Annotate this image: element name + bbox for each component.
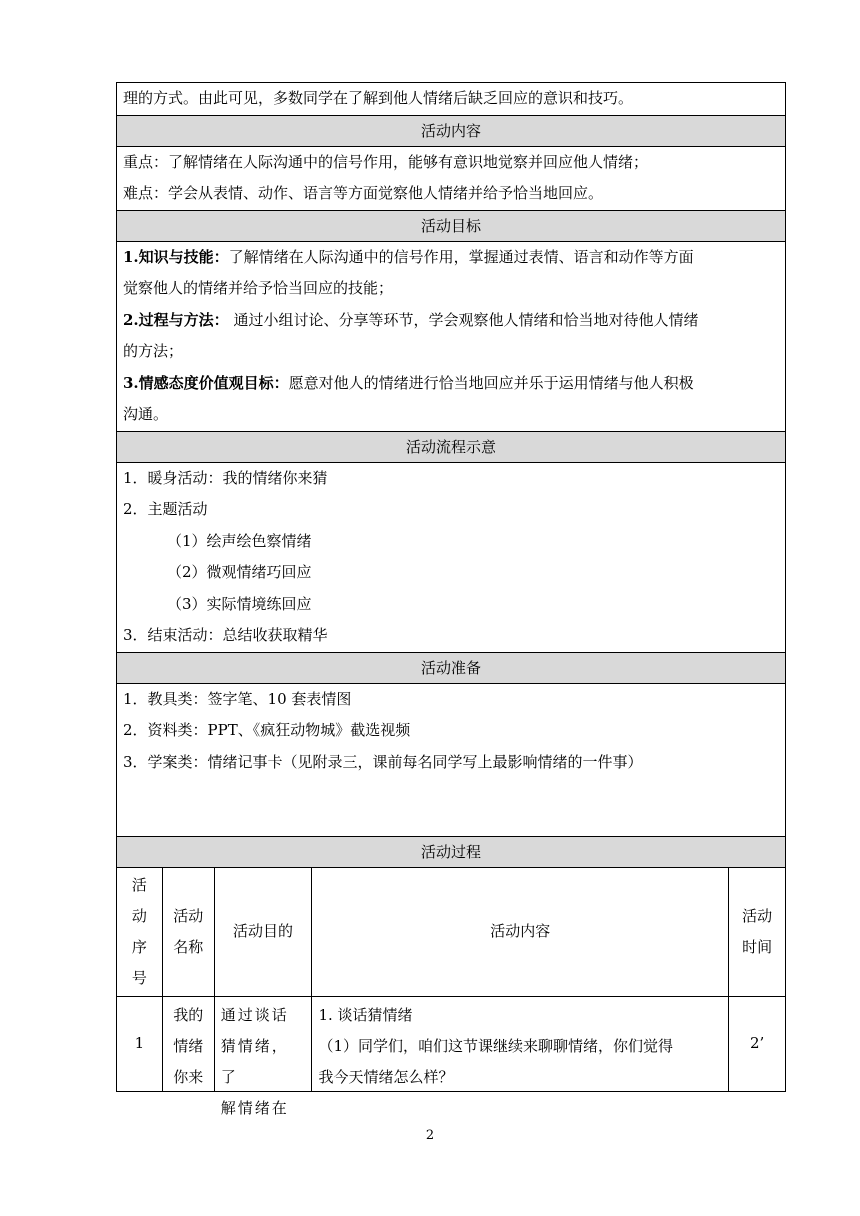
table-row <box>117 997 785 1117</box>
goal2-text-cont: 的方法； <box>123 342 184 360</box>
section-header-flow: 活动流程示意 <box>117 432 785 463</box>
flow-step-1: 1．暖身活动：我的情绪你来猜 <box>123 468 328 487</box>
flow-step-3: 3．结束活动：总结收获取精华 <box>123 626 328 644</box>
section-header-process: 活动过程 <box>117 837 785 868</box>
goals-body <box>117 242 785 432</box>
difficulty-line: 难点：学会从表情、动作、语言等方面觉察他人情绪并给予恰当地回应。 <box>123 184 604 202</box>
col-content-header: 活动内容 <box>490 922 551 940</box>
goal2-label: 2.过程与方法： <box>123 310 229 329</box>
process-table-header <box>117 868 785 997</box>
page-number: 2 <box>425 1128 435 1143</box>
row-content: 1. 谈话猜情绪 （1）同学们，咱们这节课继续来聊聊情绪，你们觉得 我今天情绪怎么样？ <box>312 997 729 1091</box>
flow-substep-1: （1）绘声绘色察情绪 <box>167 531 312 550</box>
goal2-text: 通过小组讨论、分享等环节，学会观察他人情绪和恰当地对待他人情绪 <box>228 310 699 329</box>
col-purpose-header: 活动目的 <box>233 922 294 940</box>
goal3-label: 3.情感态度价值观目标： <box>123 373 289 392</box>
prep-item-1: 1．教具类：签字笔、10 套表情图 <box>123 689 352 708</box>
col-name-header: 活动 名称 <box>173 906 204 956</box>
prep-body <box>117 684 785 837</box>
col-seq-header: 活 动 序 号 <box>131 875 147 987</box>
goal1-text: 了解情绪在人际沟通中的信号作用，掌握通过表情、语言和动作等方面 <box>228 247 694 266</box>
intro-text: 理的方式。由此可见，多数同学在了解到他人情绪后缺乏回应的意识和技巧。 <box>123 89 634 107</box>
section-header-goals: 活动目标 <box>117 211 785 242</box>
flow-body <box>117 463 785 653</box>
row-purpose: 通过谈话 猜情绪，了 解情绪在 <box>215 997 313 1091</box>
row-name: 我的 情绪 你来 <box>163 997 215 1091</box>
goal3-text-cont: 沟通。 <box>123 405 169 423</box>
prep-item-2: 2．资料类：PPT、《疯狂动物城》截选视频 <box>123 721 411 739</box>
col-time-header: 活动 时间 <box>742 906 773 956</box>
row-time: 2’ <box>749 1034 765 1052</box>
flow-step-2: 2．主题活动 <box>123 500 208 518</box>
content-body <box>117 147 785 211</box>
key-point-line: 重点：了解情绪在人际沟通中的信号作用，能够有意识地觉察并回应他人情绪； <box>123 152 649 171</box>
section-header-content: 活动内容 <box>117 116 785 147</box>
goal1-text-cont: 觉察他人的情绪并给予恰当回应的技能； <box>123 279 394 297</box>
intro-row <box>117 83 785 116</box>
lesson-plan-table <box>116 82 786 1117</box>
goal1-label: 1.知识与技能： <box>123 247 229 266</box>
goal3-text: 愿意对他人的情绪进行恰当地回应并乐于运用情绪与他人积极 <box>288 373 694 392</box>
flow-substep-3: （3）实际情境练回应 <box>167 594 312 613</box>
section-header-prep: 活动准备 <box>117 653 785 684</box>
flow-substep-2: （2）微观情绪巧回应 <box>167 563 312 581</box>
row-seq: 1 <box>117 997 163 1091</box>
prep-item-3: 3．学案类：情绪记事卡（见附录三，课前每名同学写上最影响情绪的一件事） <box>123 752 643 771</box>
